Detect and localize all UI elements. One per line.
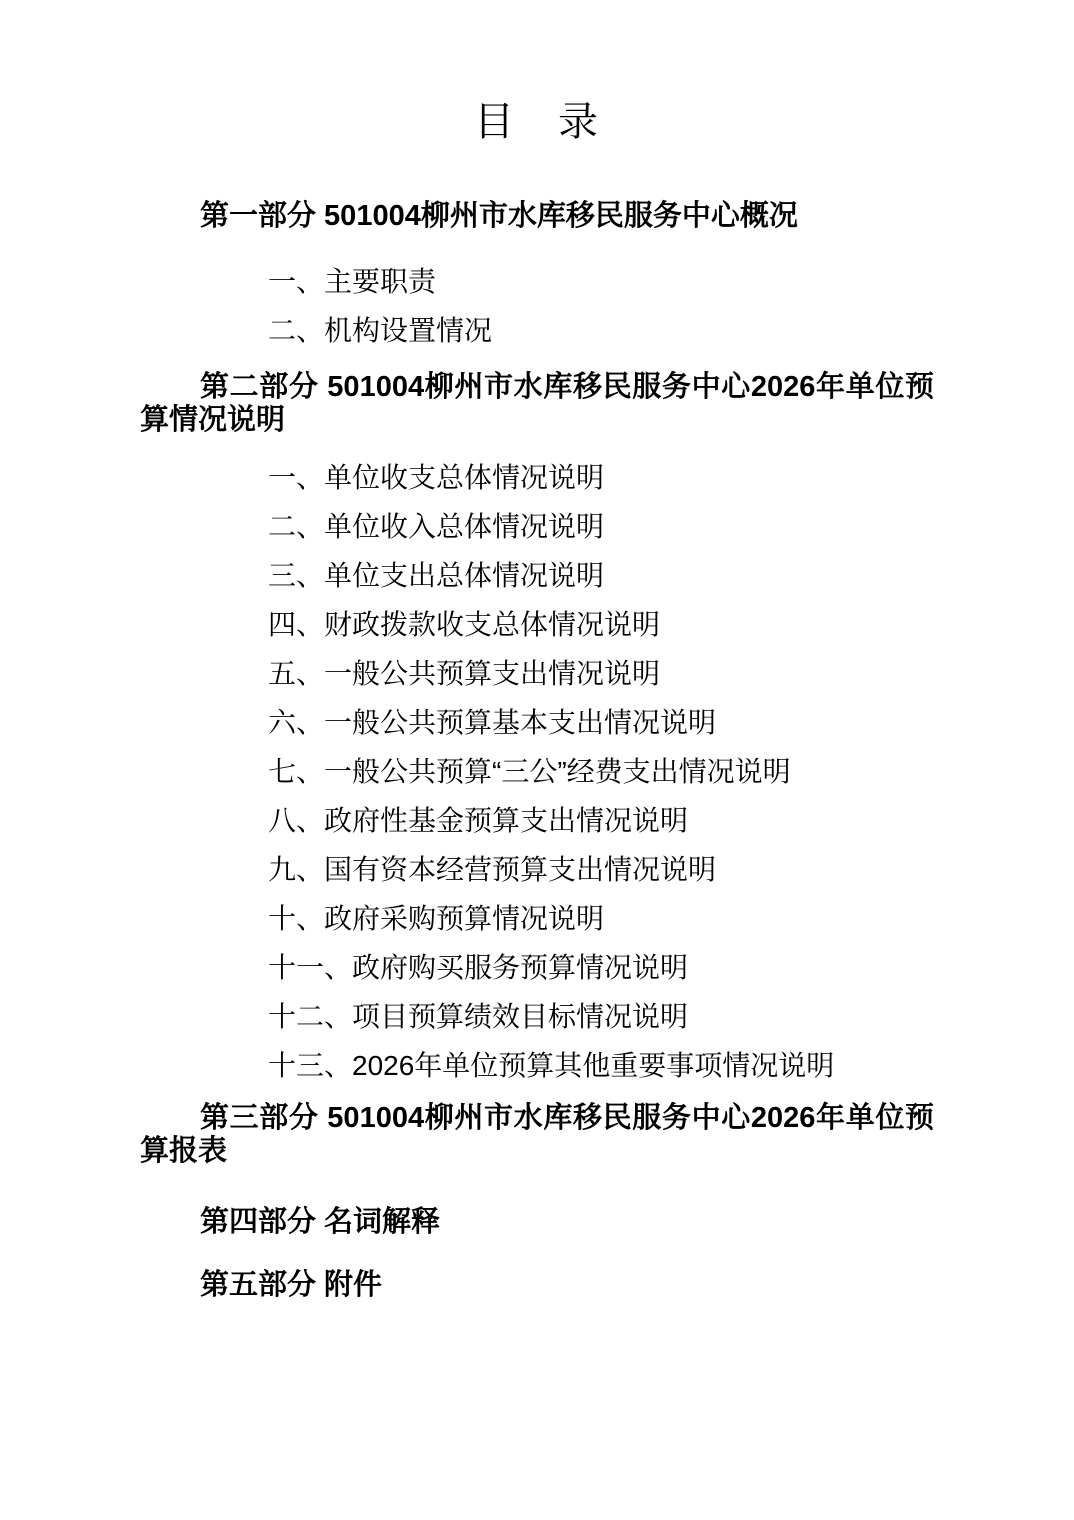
section-part-5 bbox=[140, 1269, 934, 1302]
toc-item: 三、单位支出总体情况说明 bbox=[268, 560, 605, 591]
toc-item: 九、国有资本经营预算支出情况说明 bbox=[268, 854, 717, 885]
section-heading-part-2: 第二部分 501004柳州市水库移民服务中心2026年单位预算情况说明 bbox=[140, 371, 934, 436]
section-heading-part-3: 第三部分 501004柳州市水库移民服务中心2026年单位预算报表 bbox=[140, 1102, 934, 1167]
toc-item: 十三、2026年单位预算其他重要事项情况说明 bbox=[268, 1050, 835, 1081]
toc-item: 十一、政府购买服务预算情况说明 bbox=[268, 952, 689, 983]
toc-item-list-part-2 bbox=[140, 453, 934, 1090]
section-part-3 bbox=[140, 1102, 934, 1168]
toc-item-list-part-1 bbox=[140, 257, 934, 355]
section-part-4 bbox=[140, 1206, 934, 1239]
toc-item: 六、一般公共预算基本支出情况说明 bbox=[268, 707, 717, 738]
toc-item: 十二、项目预算绩效目标情况说明 bbox=[268, 1001, 689, 1032]
toc-item: 二、单位收入总体情况说明 bbox=[268, 511, 605, 542]
toc-item: 八、政府性基金预算支出情况说明 bbox=[268, 805, 689, 836]
toc-item: 五、一般公共预算支出情况说明 bbox=[268, 658, 661, 689]
section-part-2 bbox=[140, 371, 934, 1090]
toc-item: 二、机构设置情况 bbox=[268, 315, 493, 346]
toc-item: 十、政府采购预算情况说明 bbox=[268, 903, 605, 934]
toc-item: 一、主要职责 bbox=[268, 266, 437, 297]
page-title: 目 录 bbox=[474, 100, 600, 144]
section-heading-part-4: 第四部分 名词解释 bbox=[200, 1206, 441, 1238]
toc-item: 七、一般公共预算“三公”经费支出情况说明 bbox=[268, 756, 791, 787]
section-part-1 bbox=[140, 200, 934, 355]
toc-item: 一、单位收支总体情况说明 bbox=[268, 462, 605, 493]
section-heading-part-5: 第五部分 附件 bbox=[200, 1269, 383, 1301]
toc-item: 四、财政拨款收支总体情况说明 bbox=[268, 609, 661, 640]
section-heading-part-1: 第一部分 501004柳州市水库移民服务中心概况 bbox=[200, 200, 798, 232]
